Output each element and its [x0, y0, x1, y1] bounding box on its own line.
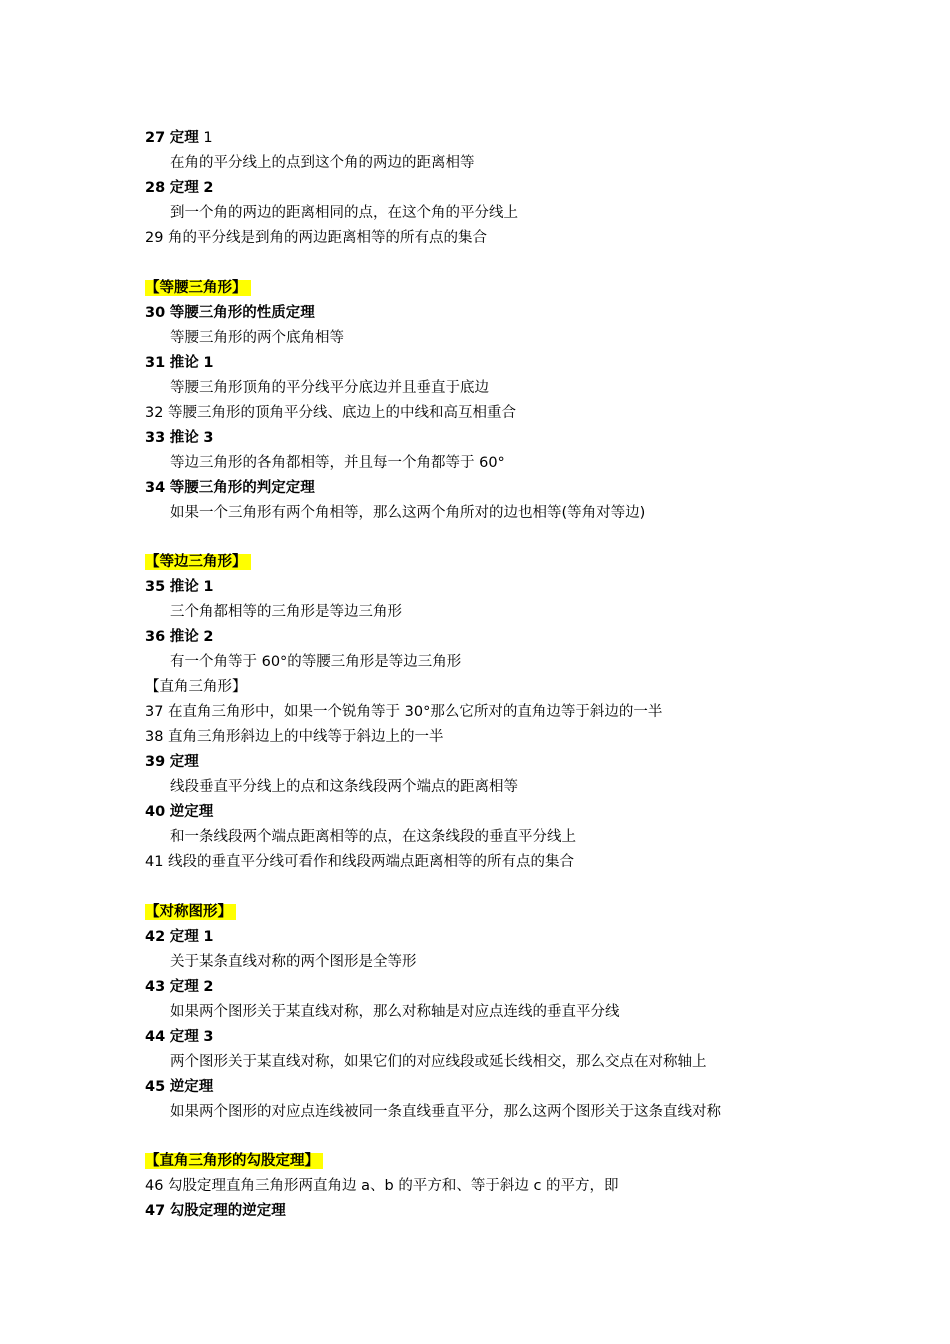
theorem-index: 2 — [203, 978, 214, 995]
theorem-index: 1 — [203, 354, 214, 371]
paragraph-gap — [145, 526, 865, 551]
theorem-statement: 如果一个三角形有两个角相等，那么这两个角所对的边也相等(等角对等边) — [170, 504, 646, 521]
theorem-heading — [145, 351, 865, 376]
theorem-title: 定理 — [169, 928, 199, 945]
theorem-heading — [145, 1025, 865, 1050]
theorem-line: 29 角的平分线是到角的两边距离相等的所有点的集合 — [145, 230, 488, 246]
theorem-number: 35 — [145, 579, 166, 595]
theorem-number: 40 — [145, 804, 166, 820]
theorem-index: 1 — [203, 579, 214, 595]
theorem-statement: 等腰三角形顶角的平分线平分底边并且垂直于底边 — [170, 379, 489, 396]
theorem-statement: 等边三角形的各角都相等，并且每一个角都等于 60° — [170, 454, 505, 471]
theorem-number: 47 — [145, 1203, 166, 1219]
theorem-statement: 如果两个图形关于某直线对称，那么对称轴是对应点连线的垂直平分线 — [170, 1003, 620, 1020]
theorem-statement: 在角的平分线上的点到这个角的两边的距离相等 — [170, 155, 475, 171]
theorem-statement: 和一条线段两个端点距离相等的点，在这条线段的垂直平分线上 — [170, 829, 576, 845]
theorem-heading — [145, 426, 865, 451]
theorem-heading — [145, 1199, 865, 1224]
theorem-title: 定理 — [169, 978, 199, 995]
theorem-statement: 等腰三角形的两个底角相等 — [170, 329, 344, 346]
theorem-heading — [145, 750, 865, 775]
theorem-statement: 线段垂直平分线上的点和这条线段两个端点的距离相等 — [170, 779, 518, 795]
theorem-heading — [145, 476, 865, 501]
document-body — [145, 126, 865, 1224]
section-title — [145, 900, 865, 925]
section-title — [145, 276, 865, 301]
theorem-heading — [145, 975, 865, 1000]
theorem-title: 等腰三角形的性质定理 — [169, 304, 315, 321]
theorem-heading — [145, 625, 865, 650]
theorem-line: 【直角三角形】 — [145, 679, 247, 695]
theorem-number: 27 — [145, 130, 166, 146]
theorem-title: 定理 — [169, 1028, 199, 1045]
theorem-number: 33 — [145, 429, 166, 446]
theorem-title: 勾股定理的逆定理 — [169, 1203, 286, 1219]
paragraph-gap — [145, 251, 865, 276]
theorem-line: 41 线段的垂直平分线可看作和线段两端点距离相等的所有点的集合 — [145, 854, 575, 870]
theorem-index: 1 — [203, 130, 213, 146]
theorem-number: 44 — [145, 1028, 166, 1045]
theorem-statement: 如果两个图形的对应点连线被同一条直线垂直平分，那么这两个图形关于这条直线对称 — [170, 1103, 721, 1120]
theorem-number: 31 — [145, 354, 166, 371]
theorem-title: 推论 — [169, 429, 199, 446]
theorem-index: 3 — [203, 429, 214, 446]
theorem-title: 等腰三角形的判定定理 — [169, 479, 315, 496]
theorem-title: 定理 — [169, 180, 199, 196]
theorem-title: 推论 — [169, 629, 199, 645]
theorem-index: 2 — [203, 180, 214, 196]
theorem-number: 43 — [145, 978, 166, 995]
theorem-title: 推论 — [169, 579, 199, 595]
theorem-heading — [145, 301, 865, 326]
theorem-heading — [145, 925, 865, 950]
theorem-statement: 到一个角的两边的距离相同的点，在这个角的平分线上 — [170, 205, 518, 221]
theorem-heading — [145, 176, 865, 201]
theorem-title: 定理 — [169, 130, 199, 146]
theorem-index: 1 — [203, 928, 214, 945]
section-title-highlight: 【对称图形】 — [145, 904, 236, 920]
paragraph-gap — [145, 875, 865, 900]
theorem-statement: 有一个角等于 60°的等腰三角形是等边三角形 — [170, 654, 462, 670]
section-title-highlight: 【直角三角形的勾股定理】 — [145, 1153, 323, 1169]
theorem-number: 39 — [145, 754, 166, 770]
theorem-heading — [145, 800, 865, 825]
theorem-heading — [145, 575, 865, 600]
theorem-statement: 关于某条直线对称的两个图形是全等形 — [170, 953, 417, 970]
theorem-heading — [145, 1075, 865, 1100]
theorem-index: 3 — [203, 1028, 214, 1045]
theorem-line: 32 等腰三角形的顶角平分线、底边上的中线和高互相重合 — [145, 404, 517, 421]
theorem-number: 42 — [145, 928, 166, 945]
theorem-title: 逆定理 — [169, 804, 214, 820]
theorem-title: 定理 — [169, 754, 199, 770]
theorem-number: 36 — [145, 629, 166, 645]
theorem-line: 38 直角三角形斜边上的中线等于斜边上的一半 — [145, 729, 444, 745]
theorem-title: 推论 — [169, 354, 199, 371]
theorem-line: 46 勾股定理直角三角形两直角边 a、b 的平方和、等于斜边 c 的平方，即 — [145, 1178, 619, 1194]
theorem-number: 30 — [145, 304, 166, 321]
theorem-line: 37 在直角三角形中，如果一个锐角等于 30°那么它所对的直角边等于斜边的一半 — [145, 704, 663, 720]
theorem-statement: 三个角都相等的三角形是等边三角形 — [170, 604, 402, 620]
section-title — [145, 1149, 865, 1174]
theorem-title: 逆定理 — [169, 1078, 214, 1095]
theorem-statement: 两个图形关于某直线对称，如果它们的对应线段或延长线相交，那么交点在对称轴上 — [170, 1053, 707, 1070]
section-title — [145, 550, 865, 575]
theorem-index: 2 — [203, 629, 214, 645]
paragraph-gap — [145, 1125, 865, 1150]
theorem-number: 34 — [145, 479, 166, 496]
theorem-number: 45 — [145, 1078, 166, 1095]
theorem-number: 28 — [145, 180, 166, 196]
section-title-highlight: 【等边三角形】 — [145, 554, 251, 570]
section-title-highlight: 【等腰三角形】 — [145, 280, 251, 296]
theorem-heading — [145, 126, 865, 151]
